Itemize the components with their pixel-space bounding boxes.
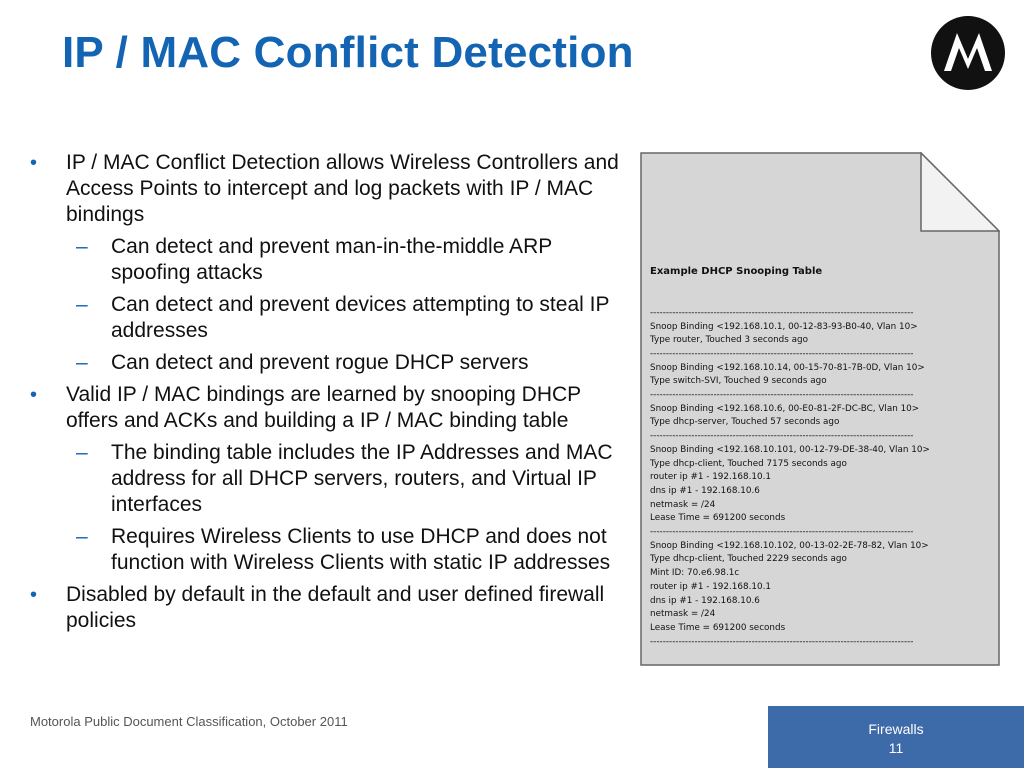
bullet-text: Can detect and prevent man-in-the-middle ARP spoofing attacks xyxy=(111,235,552,284)
bullet-text: IP / MAC Conflict Detection allows Wireless Controllers and Access Points to intercept and log packets with IP / MAC bindings xyxy=(66,151,619,226)
example-line: Type router, Touched 3 seconds ago xyxy=(650,335,808,346)
example-line: Snoop Binding <192.168.10.102, 00-13-02-2E-78-82, Vlan 10> xyxy=(650,540,929,551)
example-line: Snoop Binding <192.168.10.6, 00-E0-81-2F-DC-BC, Vlan 10> xyxy=(650,403,920,414)
example-line: Type dhcp-client, Touched 7175 seconds ago xyxy=(650,458,847,469)
sub-bullet-item xyxy=(28,234,634,286)
sub-bullet-item xyxy=(28,292,634,344)
footer-section-box xyxy=(768,706,1024,768)
bullet-text: Disabled by default in the default and user defined firewall policies xyxy=(66,583,605,632)
bullet-dash-icon: – xyxy=(76,293,88,316)
example-line: Snoop Binding <192.168.10.1, 00-12-83-93-B0-40, Vlan 10> xyxy=(650,321,918,332)
example-line: Type switch-SVI, Touched 9 seconds ago xyxy=(650,376,827,387)
dhcp-snooping-example xyxy=(650,238,940,663)
sub-bullet-item xyxy=(28,524,634,576)
bullet-text: Can detect and prevent rogue DHCP servers xyxy=(111,351,529,374)
example-title: Example DHCP Snooping Table xyxy=(650,266,823,278)
bullet-dash-icon: – xyxy=(76,235,88,258)
example-line: netmask = /24 xyxy=(650,499,716,510)
page-number: 11 xyxy=(888,740,904,756)
bullet-dot-icon: • xyxy=(30,384,38,406)
example-line: ----------------------------------------------------------------------------------- xyxy=(650,527,914,538)
example-line: Snoop Binding <192.168.10.14, 00-15-70-81-7B-0D, Vlan 10> xyxy=(650,362,925,373)
footer-classification: Motorola Public Document Classification, October 2011 xyxy=(30,714,348,729)
example-line: dns ip #1 - 192.168.10.6 xyxy=(650,485,760,496)
motorola-logo-icon xyxy=(930,15,1006,91)
example-line: ----------------------------------------------------------------------------------- xyxy=(650,390,914,401)
bullet-item xyxy=(28,150,634,228)
example-line: Lease Time = 691200 seconds xyxy=(650,513,786,524)
example-line: router ip #1 - 192.168.10.1 xyxy=(650,472,771,483)
bullet-text: The binding table includes the IP Addresses and MAC address for all DHCP servers, routers, and Virtual IP interfaces xyxy=(111,441,613,516)
example-line: ----------------------------------------------------------------------------------- xyxy=(650,431,914,442)
example-line: Snoop Binding <192.168.10.101, 00-12-79-DE-38-40, Vlan 10> xyxy=(650,444,930,455)
bullet-dash-icon: – xyxy=(76,441,88,464)
example-line: netmask = /24 xyxy=(650,609,716,620)
example-line: ----------------------------------------------------------------------------------- xyxy=(650,307,914,318)
example-lines xyxy=(650,307,940,650)
example-line: router ip #1 - 192.168.10.1 xyxy=(650,581,771,592)
bullet-dot-icon: • xyxy=(30,152,38,174)
sub-bullet-item xyxy=(28,440,634,518)
bullet-dash-icon: – xyxy=(76,351,88,374)
bullet-item xyxy=(28,582,634,634)
bullet-dash-icon: – xyxy=(76,525,88,548)
bullet-dot-icon: • xyxy=(30,584,38,606)
bullet-text: Valid IP / MAC bindings are learned by snooping DHCP offers and ACKs and building a IP / MAC binding table xyxy=(66,383,581,432)
footer-section: Firewalls xyxy=(868,721,924,737)
example-line: Lease Time = 691200 seconds xyxy=(650,622,786,633)
bullet-item xyxy=(28,382,634,434)
example-line: Type dhcp-client, Touched 2229 seconds ago xyxy=(650,554,847,565)
bullet-list xyxy=(28,150,634,640)
example-line: Mint ID: 70.e6.98.1c xyxy=(650,568,740,579)
example-line: Type dhcp-server, Touched 57 seconds ago xyxy=(650,417,840,428)
bullet-text: Requires Wireless Clients to use DHCP and does not function with Wireless Clients with static IP addresses xyxy=(111,525,611,574)
bullet-text: Can detect and prevent devices attempting to steal IP addresses xyxy=(111,293,610,342)
example-line: ----------------------------------------------------------------------------------- xyxy=(650,348,914,359)
example-line: dns ip #1 - 192.168.10.6 xyxy=(650,595,760,606)
page-title: IP / MAC Conflict Detection xyxy=(62,28,634,77)
sub-bullet-item xyxy=(28,350,634,376)
example-line: ----------------------------------------------------------------------------------- xyxy=(650,636,914,647)
